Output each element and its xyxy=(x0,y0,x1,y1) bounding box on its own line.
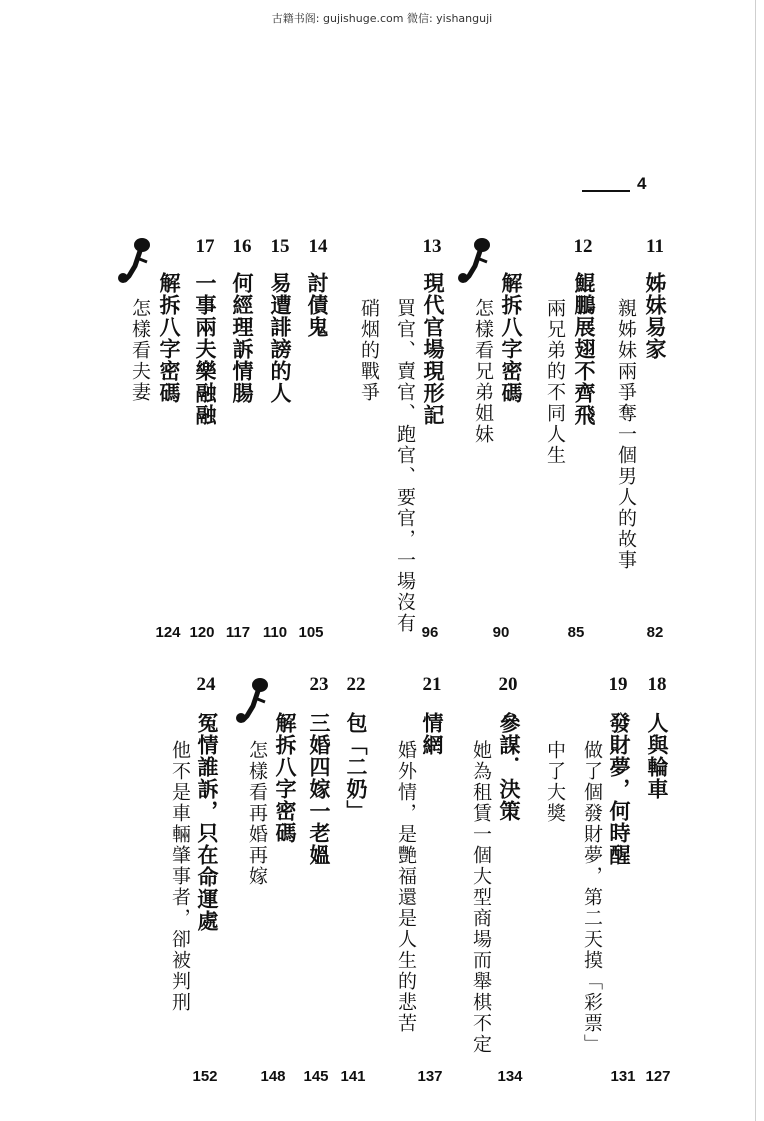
entry-number: 23 xyxy=(309,674,329,695)
entry-title: 一事兩夫樂融融 xyxy=(193,272,218,426)
entry-title: 參謀．決策 xyxy=(497,712,522,822)
entry-page: 124 xyxy=(155,624,181,641)
page-rule xyxy=(582,190,630,192)
entry-subtitle: 怎樣看夫妻 xyxy=(129,298,151,403)
entry-page: 96 xyxy=(421,624,439,641)
entry-page: 117 xyxy=(225,624,251,641)
entry-page: 131 xyxy=(610,1068,636,1085)
entry-title: 人與輪車 xyxy=(645,712,670,800)
entry-page: 110 xyxy=(262,624,288,641)
entry-title: 解拆八字密碼 xyxy=(499,272,524,404)
entry-number: 15 xyxy=(270,236,290,257)
entry-page: 120 xyxy=(189,624,215,641)
entry-page: 90 xyxy=(492,624,510,641)
figure-icon xyxy=(115,236,155,286)
entry-page: 141 xyxy=(340,1068,366,1085)
entry-subtitle: 親姊妹兩爭奪一個男人的故事 xyxy=(615,298,637,571)
entry-subtitle: 她為租賃一個大型商場而舉棋不定 xyxy=(470,740,492,1055)
entry-number: 20 xyxy=(498,674,518,695)
entry-title: 冤情誰訴，只在命運處 xyxy=(195,712,220,932)
entry-number: 21 xyxy=(422,674,442,695)
entry-title: 鯤鵬展翅不齊飛 xyxy=(572,272,597,426)
page-edge xyxy=(755,0,756,1121)
entry-subtitle: 婚外情，是艷福還是人生的悲苦 xyxy=(395,740,417,1034)
entry-title: 包「二奶」 xyxy=(344,712,369,822)
entry-title: 姊妹易家 xyxy=(643,272,668,360)
entry-page: 105 xyxy=(298,624,324,641)
entry-page: 82 xyxy=(646,624,664,641)
entry-subtitle: 怎樣看兄弟姐妹 xyxy=(472,298,494,445)
entry-number: 13 xyxy=(422,236,442,257)
entry-title: 情網 xyxy=(420,712,445,756)
entry-page: 137 xyxy=(417,1068,443,1085)
entry-title: 現代官場現形記 xyxy=(421,272,446,426)
entry-number: 11 xyxy=(646,236,664,257)
entry-title: 何經理訴情腸 xyxy=(230,272,255,404)
entry-number: 18 xyxy=(647,674,667,695)
entry-subtitle: 做了個發財夢，第二天摸「彩票」 xyxy=(581,740,603,1055)
watermark: 古籍书阁: gujishuge.com 微信: yishanguji xyxy=(271,12,493,25)
entry-number: 19 xyxy=(608,674,628,695)
entry-number: 17 xyxy=(195,236,215,257)
entry-title: 解拆八字密碼 xyxy=(157,272,182,404)
entry-subtitle-continued: 硝烟的戰爭 xyxy=(358,298,380,403)
entry-subtitle-continued: 中了大獎 xyxy=(544,740,566,824)
entry-page: 145 xyxy=(303,1068,329,1085)
entry-title: 解拆八字密碼 xyxy=(273,712,298,844)
entry-title: 發財夢，何時醒 xyxy=(607,712,632,866)
entry-number: 16 xyxy=(232,236,252,257)
entry-subtitle: 買官、賣官、跑官、要官，一場沒有 xyxy=(394,298,416,634)
entry-page: 148 xyxy=(260,1068,286,1085)
entry-number: 12 xyxy=(573,236,593,257)
entry-page: 152 xyxy=(192,1068,218,1085)
entry-title: 三婚四嫁一老媼 xyxy=(307,712,332,866)
figure-icon xyxy=(455,236,495,286)
entry-number: 22 xyxy=(346,674,366,695)
entry-page: 127 xyxy=(645,1068,671,1085)
entry-number: 14 xyxy=(308,236,328,257)
page-number: 4 xyxy=(637,174,647,193)
entry-page: 85 xyxy=(567,624,585,641)
entry-subtitle: 兩兄弟的不同人生 xyxy=(544,298,566,466)
entry-title: 討債鬼 xyxy=(305,272,330,338)
figure-icon xyxy=(233,676,273,726)
entry-page: 134 xyxy=(497,1068,523,1085)
entry-number: 24 xyxy=(196,674,216,695)
entry-subtitle: 怎樣看再婚再嫁 xyxy=(246,740,268,887)
entry-subtitle: 他不是車輛肇事者，卻被判刑 xyxy=(169,740,191,1013)
entry-title: 易遭誹謗的人 xyxy=(268,272,293,404)
